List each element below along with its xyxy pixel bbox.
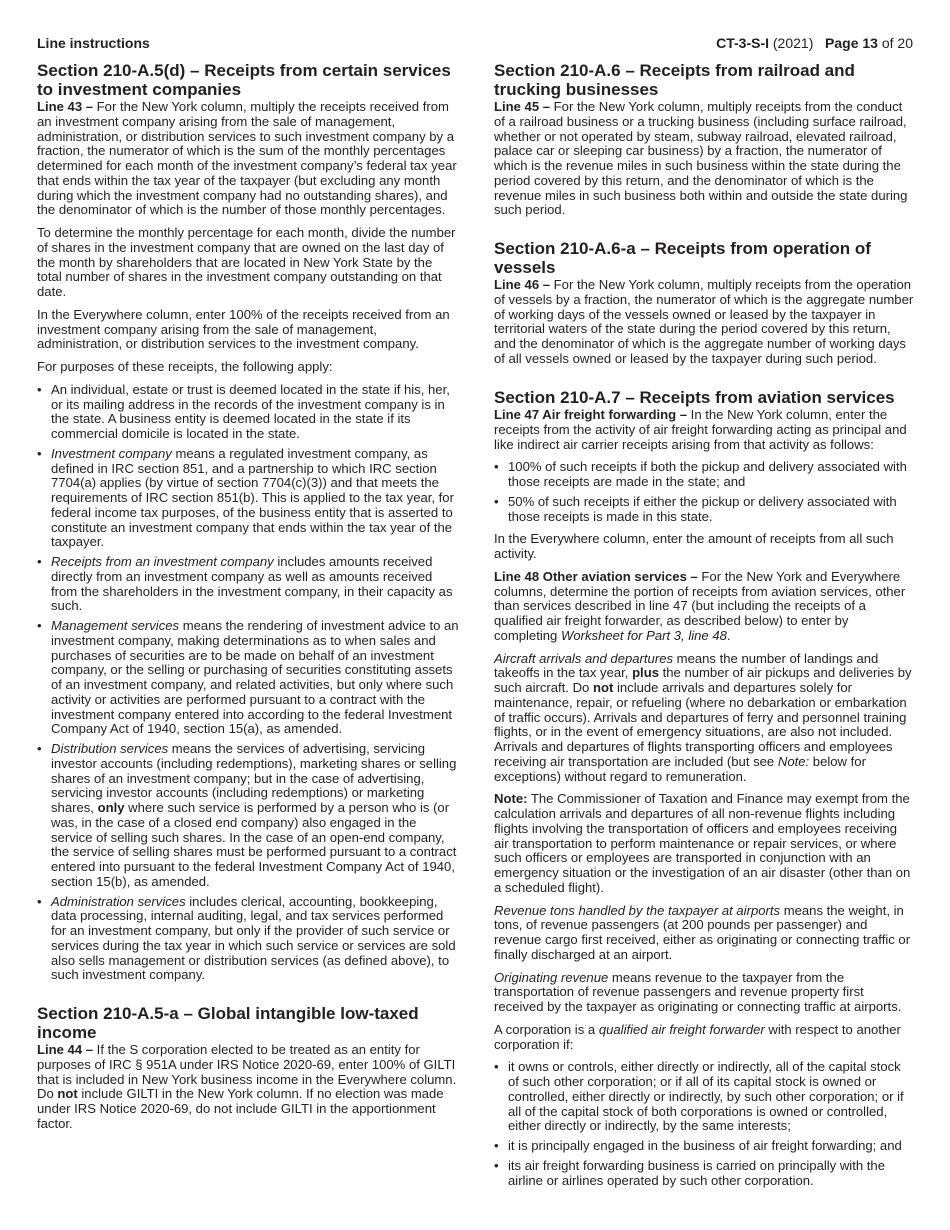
section-210-a5d-title: Section 210-A.5(d) – Receipts from certain services to investment companies	[37, 61, 451, 99]
line-43-paragraph: Line 43 – For the New York column, multiply the receipts received from an investment company arising from the sale of management, administration, or distribution services to such investment company by a fraction, the numerator of which is the sum of the monthly percentages determined for each month of the investment company’s federal tax year that ends within the tax year of the taxpayer (but excluding any month during which the investment company had no outstanding shares), and the denominator of which is the number of those monthly percentages.	[37, 99, 457, 218]
list-item: • it is principally engaged in the business of air freight forwarding; and	[494, 1138, 902, 1153]
term: Receipts from an investment company	[51, 554, 274, 569]
term: Investment company	[51, 445, 172, 461]
term: Administration services	[51, 893, 186, 909]
section-210-a6a-title: Section 210-A.6-a – Receipts from operation of vessels	[494, 239, 871, 277]
term: Revenue tons handled by the taxpayer at airports	[494, 902, 781, 918]
list-item: • Administration services includes clerical, accounting, bookkeeping, data processing, internal auditing, legal, and tax services performed for an investment company, but only if the provider of such service or services during the tax year in which such service or services are sold also sells management or distribution services (as defined above), to such investment company.	[37, 893, 456, 983]
bullet-icon: •	[37, 618, 42, 633]
monthly-percentage-paragraph: To determine the monthly percentage for each month, divide the number of shares in the investment company that are owned on the last day of the month by shareholders that are located in New York State by the total number of shares in the investment company outstanding on that date.	[37, 225, 456, 299]
bullet-icon: •	[494, 1157, 499, 1173]
revenue-tons-paragraph: Revenue tons handled by the taxpayer at airports means the weight, in tons, of revenue passengers (at 200 pounds per passenger) and revenue cargo first received, either as originating or connecting traffic or finally discharged at an airport.	[494, 902, 911, 962]
section-210-a7-title: Section 210-A.7 – Receipts from aviation services	[494, 387, 895, 407]
receipts-rules-list	[37, 383, 460, 983]
section-210-a6-title: Section 210-A.6 – Receipts from railroad and trucking businesses	[494, 61, 855, 99]
list-item: • Management services means the rendering of investment advice to an investment company, making determinations as to when sales and purchases of securities are to be made on behalf of an investment company, or the selling or purchasing of securities constituting assets of an investment company, and related activities, but only where such activity or activities are performed pursuant to a contract with the investment company entered into according to the federal Investment Company Act of 1940, section 15(a), as amended.	[37, 618, 459, 737]
bullet-icon: •	[37, 741, 42, 756]
page-number: 13	[862, 35, 878, 51]
list-item: • 100% of such receipts if both the pickup and delivery associated with those receipts are made in the state; and	[494, 459, 907, 489]
list-item: • it owns or controls, either directly or indirectly, all of the capital stock of such other corporation; or if all of its capital stock is owned or controlled, either directly or indirectly, by such other corporation; or if all of the capital stock of both corporations is owned or controlled, either directly or indirectly, by the same interests;	[494, 1059, 904, 1134]
form-year: (2021)	[772, 35, 814, 51]
header-section-label: Line instructions	[37, 35, 150, 51]
line-44-paragraph: Line 44 – If the S corporation elected to be treated as an entity for purposes of IRC § 951A under IRS Notice 2020-69, enter 100% of GILTI that is included in New York business income in the Everywhere column. Do not include GILTI in the New York column. If no election was made under IRS Notice 2020-69, do not include GILTI in the apportionment factor.	[37, 1042, 457, 1131]
page-label: Page	[825, 35, 859, 51]
bullet-icon: •	[494, 1059, 499, 1075]
form-number: CT-3-S-I	[716, 35, 769, 51]
line-47-label: Line 47 Air freight forwarding –	[494, 407, 688, 422]
list-item: • An individual, estate or trust is deemed located in the state if his, her, or its mailing address in the records of the investment company is in the state. A business entity is deemed located in the state if its commercial domicile is located in the state.	[37, 381, 450, 441]
line-43-label: Line 43 –	[37, 99, 94, 114]
term: Aircraft arrivals and departures	[494, 650, 674, 666]
header-form-id	[716, 35, 913, 51]
note-label: Note:	[494, 791, 528, 807]
bullet-icon: •	[37, 554, 42, 569]
list-item: • Investment company means a regulated investment company, as defined in IRC section 851, and a partnership to which IRC section 7704(a) applies (by virtue of section 7704(c)(3)) and that meets the requirements of IRC section 851(b). This is applied to the tax year, for federal income tax purposes, of the business entity that is asserted to constitute an investment company that ends within the tax year of the taxpayer.	[37, 445, 454, 550]
line-45-label: Line 45 –	[494, 99, 551, 114]
line-44-label: Line 44 –	[37, 1042, 94, 1057]
term: Originating revenue	[494, 969, 609, 985]
term: Distribution services	[51, 741, 169, 756]
bullet-icon: •	[37, 381, 42, 397]
section-210-a5a-title: Section 210-A.5-a – Global intangible low-taxed income	[37, 1004, 419, 1042]
qualified-forwarder-paragraph: A corporation is a qualified air freight forwarder with respect to another corporation if:	[494, 1021, 901, 1052]
list-item: • Receipts from an investment company includes amounts received directly from an investment company as well as amounts received from the shareholders in the investment company, in their capacity as such.	[37, 554, 453, 614]
left-column	[37, 62, 460, 1140]
air-freight-list	[494, 460, 915, 524]
page-total: of 20	[881, 35, 913, 51]
line-48-label: Line 48 Other aviation services –	[494, 568, 698, 584]
term: qualified air freight forwarder	[598, 1021, 765, 1037]
bullet-icon: •	[494, 1138, 499, 1153]
list-item: • 50% of such receipts if either the pickup or delivery associated with those receipts is made in this state.	[494, 493, 897, 524]
page-header	[37, 35, 913, 55]
line-45-paragraph: Line 45 – For the New York column, multiply receipts from the conduct of a railroad business or a trucking business (including surface railroad, whether or not operated by steam, subway railroad, elevated railroad, palace car or sleeping car business) by a fraction, the numerator of which is the revenue miles in such business within the state during the period covered by this return, and the denominator of which is the revenue miles in such business both within and outside the state during such period.	[494, 99, 908, 218]
term: Management services	[51, 618, 180, 633]
arrivals-departures-paragraph: Aircraft arrivals and departures means the number of landings and takeoffs in the tax year, plus the number of air pickups and deliveries by such aircraft. Do not include arrivals and departures solely for maintenance, repair, or refueling (where no debarkation or embarkation of traffic occurs). Arrivals and departures of ferry and personnel training flights, or in the event of emergency situations, are also not included. Arrivals and departures of flights transporting officers and employees receiving air transportation are included (but see Note: below for exceptions) without regard to remuneration.	[494, 650, 912, 784]
purposes-intro: For purposes of these receipts, the following apply:	[37, 359, 333, 374]
bullet-icon: •	[494, 493, 499, 509]
list-item: • Distribution services means the services of advertising, servicing investor accounts (including redemptions), marketing shares or selling shares of an investment company; but in the case of advertising, servicing investor accounts (including redemptions) or marketing shares, only where such service is performed by a person who is (or was, in the case of a closed end company) also engaged in the service of selling such shares. In the case of an open-end company, the service of selling shares must be performed pursuant to a contract entered into pursuant to the federal Investment Company Act of 1940, section 15(b), as amended.	[37, 741, 457, 889]
originating-revenue-paragraph: Originating revenue means revenue to the taxpayer from the transportation of revenue passengers and revenue property first received by the taxpayer as originating or connecting traffic at airports.	[494, 969, 902, 1014]
bullet-icon: •	[37, 893, 42, 909]
line-46-paragraph: Line 46 – For the New York column, multiply receipts from the operation of vessels by a fraction, the numerator of which is the aggregate number of working days of the vessels owned or leased by the taxpayer in territorial waters of the state during the period covered by this return, and the denominator of which is the aggregate number of working days of all vessels owned or leased by the taxpayer during such period.	[494, 277, 914, 366]
everywhere-column-paragraph: In the Everywhere column, enter 100% of the receipts received from an investment company arising from the sale of management, administration, or distribution services to the investment company.	[37, 306, 450, 352]
line-47-paragraph: Line 47 Air freight forwarding – In the New York column, enter the receipts from the activity of air freight forwarding acting as principal and like indirect air carrier receipts arising from that activity as follows:	[494, 407, 907, 452]
qualified-forwarder-list	[494, 1060, 915, 1188]
line-46-label: Line 46 –	[494, 277, 551, 292]
right-column	[494, 62, 915, 1196]
note-paragraph: Note: The Commissioner of Taxation and Finance may exempt from the calculation arrivals and departures of all non-revenue flights including flights involving the transportation of officers and employees receiving air transportation to perform maintenance or repair services, or where such officers or employees are transported in conjunction with an emergency situation or the investigation of an air disaster (other than on a scheduled flight).	[494, 791, 911, 895]
everywhere-activity-paragraph: In the Everywhere column, enter the amount of receipts from all such activity.	[494, 531, 894, 561]
bullet-icon: •	[37, 445, 42, 461]
list-item: • its air freight forwarding business is carried on principally with the airline or airlines operated by such other corporation.	[494, 1157, 885, 1188]
line-48-paragraph: Line 48 Other aviation services – For the New York and Everywhere columns, determine the portion of receipts from aviation services, other than services described in line 47 (but including the receipts of a qualified air freight forwarder, as described below) to enter by completing Worksheet for Part 3, line 48.	[494, 568, 906, 643]
bullet-icon: •	[494, 459, 499, 475]
